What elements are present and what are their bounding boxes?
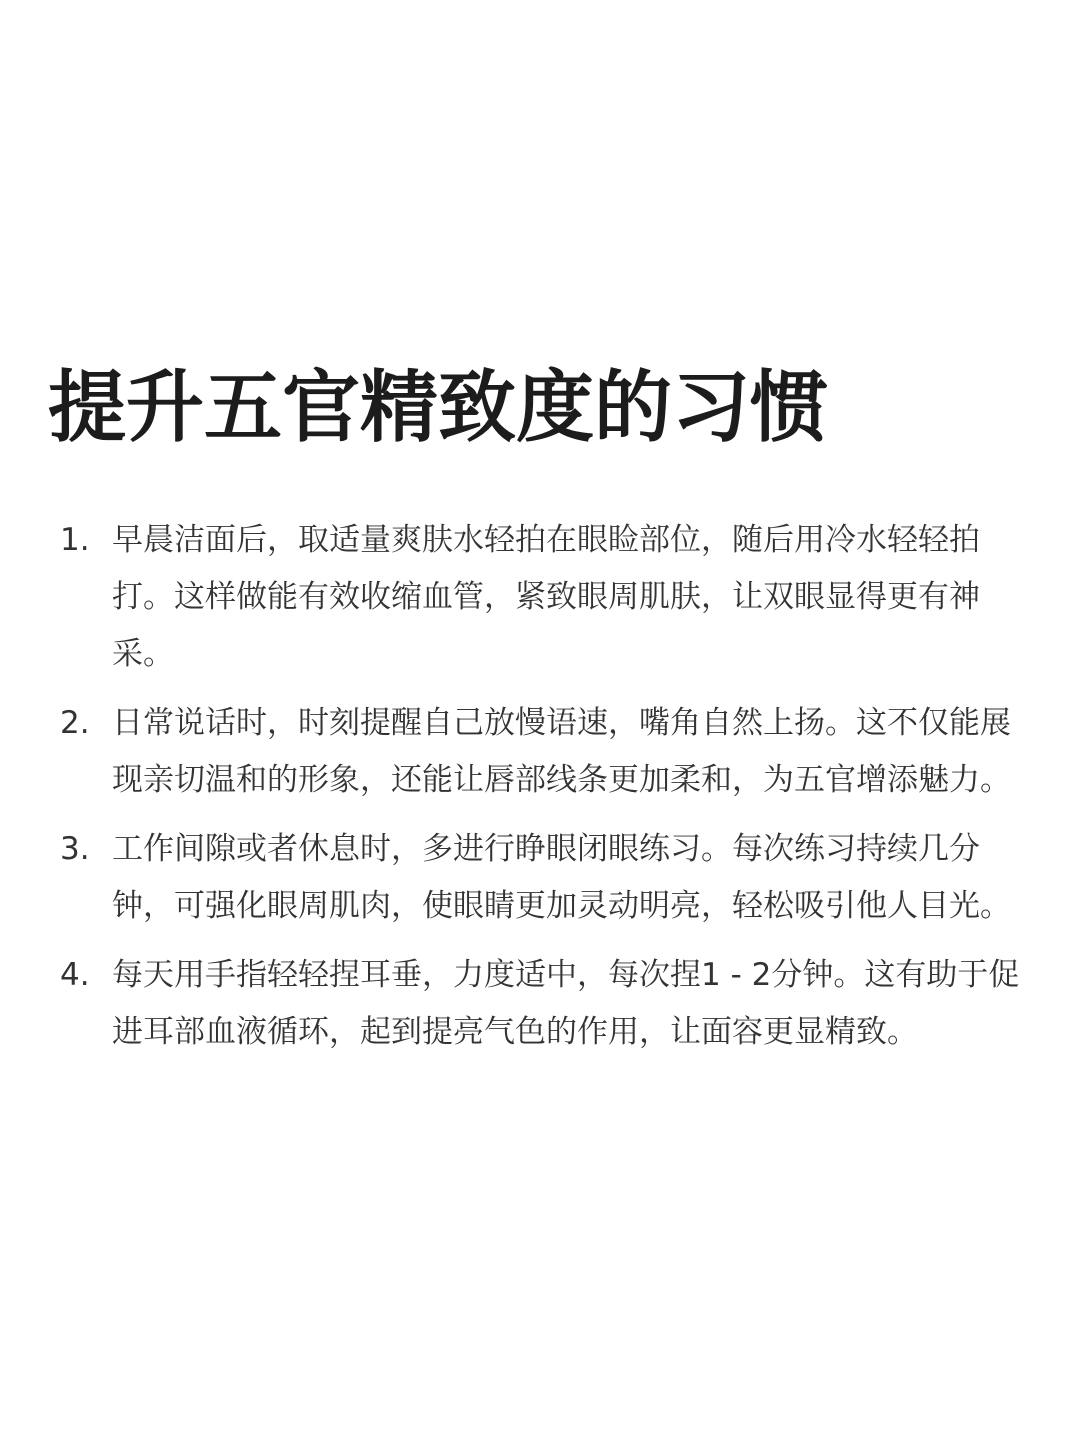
list-item: [60, 695, 1020, 809]
list-item-text: 日常说话时，时刻提醒自己放慢语速，嘴角自然上扬。这不仅能展现亲切温和的形象，还能让唇部线条更加柔和，为五官增添魅力。: [112, 705, 1011, 798]
list-item-text: 工作间隙或者休息时，多进行睁眼闭眼练习。每次练习持续几分钟，可强化眼周肌肉，使眼睛更加灵动明亮，轻松吸引他人目光。: [112, 831, 1011, 924]
tips-list: [60, 512, 1020, 1073]
list-item-number: 4.: [60, 957, 90, 993]
list-item-number: 1.: [60, 522, 90, 558]
list-item-text: 每天用手指轻轻捏耳垂，力度适中，每次捏1 - 2分钟。这有助于促进耳部血液循环，起到提亮气色的作用，让面容更显精致。: [112, 957, 1020, 1050]
list-item: [60, 512, 1020, 683]
list-item-number: 3.: [60, 831, 90, 867]
list-item-text: 早晨洁面后，取适量爽肤水轻拍在眼睑部位，随后用冷水轻轻拍打。这样做能有效收缩血管，紧致眼周肌肤，让双眼显得更有神采。: [112, 522, 980, 672]
page-title: 提升五官精致度的习惯: [48, 363, 829, 453]
list-item-number: 2.: [60, 705, 90, 741]
list-item: [60, 821, 1020, 935]
list-item: [60, 947, 1020, 1061]
